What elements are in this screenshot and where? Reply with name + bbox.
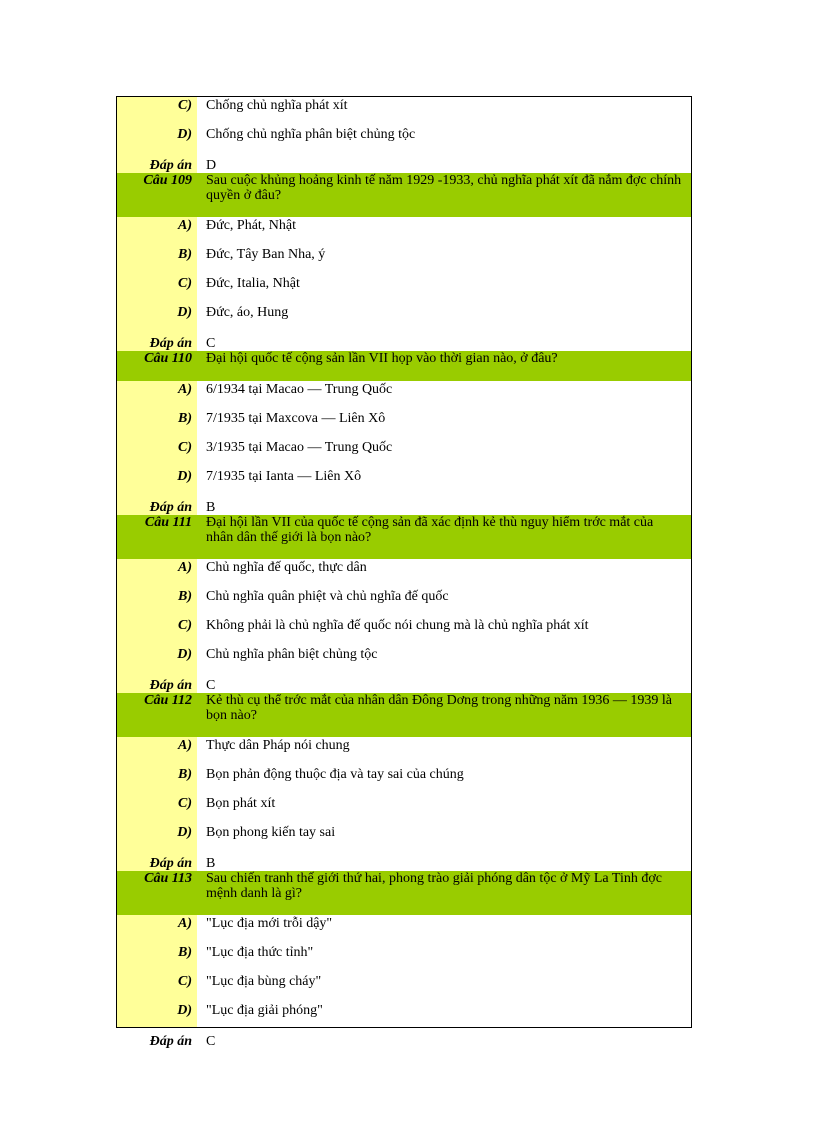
- answer-row: [117, 675, 691, 693]
- answer-row: [117, 853, 691, 871]
- answer-value: C: [206, 1034, 216, 1049]
- option-row: [117, 737, 691, 766]
- option-label: C): [178, 440, 192, 455]
- option-row: [117, 468, 691, 497]
- option-label: D): [177, 1003, 192, 1018]
- option-text: Đức, Italia, Nhật: [206, 276, 300, 291]
- question-text: Sau cuộc khủng hoảng kinh tế năm 1929 -1933, chủ nghĩa phát xít đã nắm đợc chính quyền ở đâu?: [206, 173, 682, 203]
- option-label: C): [178, 974, 192, 989]
- question-number: Câu 113: [144, 871, 192, 886]
- option-text: 7/1935 tại Ianta — Liên Xô: [206, 469, 362, 484]
- option-row: [117, 410, 691, 439]
- answer-row: [117, 497, 691, 515]
- option-text: Bọn phát xít: [206, 796, 276, 811]
- option-text: Bọn phong kiến tay sai: [206, 825, 336, 840]
- answer-value: C: [206, 678, 216, 693]
- option-row: [117, 246, 691, 275]
- option-label: A): [178, 916, 192, 931]
- option-text: Thực dân Pháp nói chung: [206, 738, 350, 753]
- answer-label: Đáp án: [149, 1034, 192, 1049]
- option-text: Chống chủ nghĩa phát xít: [206, 98, 348, 113]
- option-row: [117, 439, 691, 468]
- answer-label: Đáp án: [149, 500, 192, 515]
- option-row: [117, 126, 691, 155]
- option-row: [117, 559, 691, 588]
- option-row: [117, 1002, 691, 1031]
- option-row: [117, 304, 691, 333]
- option-label: D): [177, 305, 192, 320]
- option-text: "Lục địa giải phóng": [206, 1003, 323, 1018]
- option-label: D): [177, 469, 192, 484]
- option-text: Không phải là chủ nghĩa đế quốc nói chung mà là chủ nghĩa phát xít: [206, 618, 589, 633]
- option-label: D): [177, 825, 192, 840]
- option-label: A): [178, 560, 192, 575]
- option-row: [117, 646, 691, 675]
- option-label: C): [178, 276, 192, 291]
- answer-value: D: [206, 158, 217, 173]
- answer-label: Đáp án: [149, 856, 192, 871]
- question-number: Câu 111: [144, 515, 192, 530]
- answer-row: [117, 1031, 691, 1049]
- option-text: Chủ nghĩa phân biệt chủng tộc: [206, 647, 378, 662]
- option-row: [117, 915, 691, 944]
- question-header: [117, 173, 691, 217]
- option-text: "Lục địa mới trỗi dậy": [206, 916, 333, 931]
- option-text: Chủ nghĩa quân phiệt và chủ nghĩa đế quốc: [206, 589, 449, 604]
- question-header: [117, 693, 691, 737]
- option-row: [117, 824, 691, 853]
- question-header: [117, 871, 691, 915]
- answer-label: Đáp án: [149, 158, 192, 173]
- option-row: [117, 217, 691, 246]
- question-header: [117, 351, 691, 381]
- option-text: "Lục địa thức tỉnh": [206, 945, 314, 960]
- question-table: [116, 96, 692, 1049]
- question-text: Đại hội lần VII của quốc tế cộng sản đã xác định kẻ thù nguy hiểm trớc mắt của nhân dân thế giới là bọn nào?: [206, 515, 654, 545]
- option-row: [117, 97, 691, 126]
- answer-label: Đáp án: [149, 336, 192, 351]
- answer-value: B: [206, 500, 216, 515]
- option-text: Chống chủ nghĩa phân biệt chủng tộc: [206, 127, 416, 142]
- answer-row: [117, 155, 691, 173]
- answer-row: [117, 333, 691, 351]
- option-row: [117, 795, 691, 824]
- option-text: Đức, Phát, Nhật: [206, 218, 297, 233]
- option-label: B): [178, 247, 192, 262]
- option-text: "Lục địa bùng cháy": [206, 974, 322, 989]
- question-number: Câu 109: [143, 173, 192, 188]
- option-text: Đức, áo, Hung: [206, 305, 289, 320]
- question-number: Câu 112: [144, 693, 192, 708]
- answer-label: Đáp án: [149, 678, 192, 693]
- question-text: Đại hội quốc tế cộng sản lần VII họp vào thời gian nào, ở đâu?: [206, 351, 558, 366]
- option-row: [117, 381, 691, 410]
- option-label: B): [178, 945, 192, 960]
- option-row: [117, 588, 691, 617]
- option-label: C): [178, 98, 192, 113]
- option-text: Bọn phản động thuộc địa và tay sai của chúng: [206, 767, 464, 782]
- option-label: B): [178, 589, 192, 604]
- option-row: [117, 973, 691, 1002]
- answer-value: C: [206, 336, 216, 351]
- answer-value: B: [206, 856, 216, 871]
- option-row: [117, 617, 691, 646]
- option-row: [117, 275, 691, 304]
- question-text: Kẻ thù cụ thể trớc mắt của nhân dân Đông Dơng trong những năm 1936 — 1939 là bọn nào?: [206, 693, 673, 723]
- option-label: D): [177, 647, 192, 662]
- option-label: A): [178, 738, 192, 753]
- option-text: 3/1935 tại Macao — Trung Quốc: [206, 440, 393, 455]
- option-text: 7/1935 tại Maxcova — Liên Xô: [206, 411, 386, 426]
- option-label: B): [178, 767, 192, 782]
- option-label: C): [178, 618, 192, 633]
- option-text: Đức, Tây Ban Nha, ý: [206, 247, 326, 262]
- option-row: [117, 766, 691, 795]
- question-header: [117, 515, 691, 559]
- option-label: C): [178, 796, 192, 811]
- question-text: Sau chiến tranh thế giới thứ hai, phong trào giải phóng dân tộc ở Mỹ La Tinh đợc mệnh danh là gì?: [206, 871, 662, 901]
- option-label: A): [178, 382, 192, 397]
- option-label: B): [178, 411, 192, 426]
- option-text: 6/1934 tại Macao — Trung Quốc: [206, 382, 393, 397]
- option-label: A): [178, 218, 192, 233]
- option-text: Chủ nghĩa đế quốc, thực dân: [206, 560, 367, 575]
- question-number: Câu 110: [144, 351, 192, 366]
- option-label: D): [177, 127, 192, 142]
- option-row: [117, 944, 691, 973]
